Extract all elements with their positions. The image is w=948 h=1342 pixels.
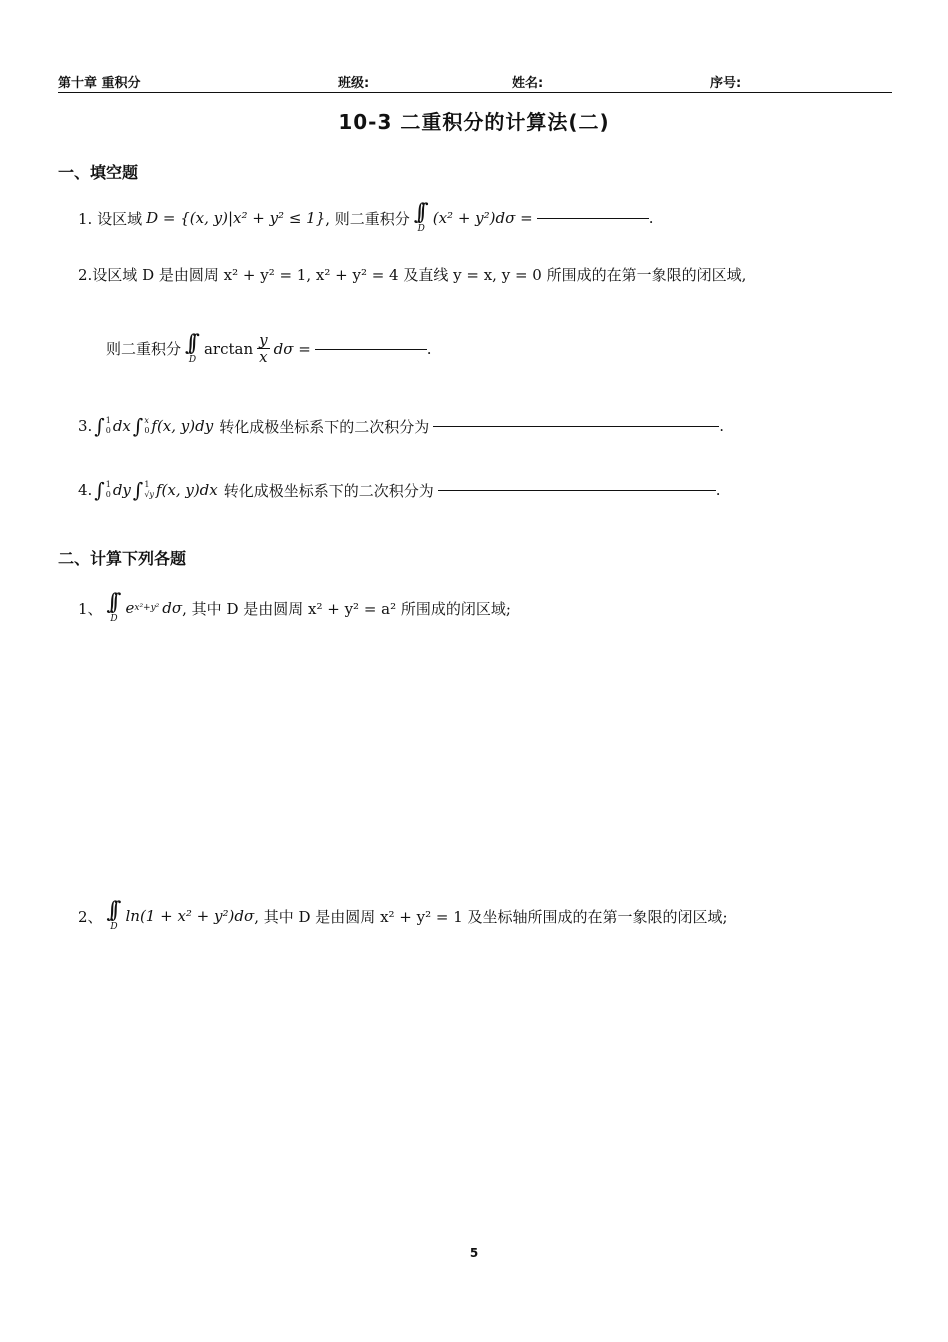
integral-symbol: ∫ 1 √y <box>132 478 154 502</box>
integral-symbol: ∫ 1 0 <box>94 414 111 438</box>
question-2-line1: 2.设区域 D 是由圆周 x² + y² = 1, x² + y² = 4 及直线 y = x, y = 0 所围成的在第一象限的闭区域, <box>78 266 747 284</box>
q4-end: . <box>715 481 721 499</box>
q2-tail: dσ = <box>273 339 311 358</box>
section-compute-heading: 二、计算下列各题 <box>58 549 187 568</box>
q4-text: 转化成极坐标系下的二次积分为 <box>223 481 434 500</box>
section-fill-in-heading: 一、填空题 <box>58 163 139 182</box>
q1-answer-blank[interactable] <box>537 217 649 219</box>
q4-outer: dy <box>112 481 131 499</box>
integral-symbol: ∫ x 0 <box>132 414 150 438</box>
q1-set-definition: D = {(x, y)|x² + y² ≤ 1} <box>146 209 326 227</box>
p2-text: , 其中 D 是由圆周 x² + y² = 1 及坐标轴所围成的在第一象限的闭区域; <box>254 907 728 926</box>
q1-integrand: (x² + y²)dσ = <box>432 209 533 227</box>
number-label: 序号: <box>710 76 742 91</box>
double-integral-symbol: ∫∫ D <box>106 898 118 932</box>
q3-end: . <box>719 417 725 435</box>
q4-integrand: f(x, y)dx <box>155 481 218 499</box>
q3-outer: dx <box>112 417 131 435</box>
q1-mid: , 则二重积分 <box>325 209 410 228</box>
page-header <box>58 70 892 93</box>
question-2-line2 <box>106 332 432 365</box>
double-integral-symbol: ∫∫ D <box>106 590 118 624</box>
double-integral-symbol: ∫∫ D <box>185 330 197 365</box>
class-label: 班级: <box>338 76 370 91</box>
q1-prefix: 1. 设区域 <box>78 209 143 228</box>
p1-text: , 其中 D 是由圆周 x² + y² = a² 所围成的闭区域; <box>182 599 511 618</box>
q3-number: 3. <box>78 417 93 435</box>
problem-1: 1、 ∫∫ D e x²+y² dσ , 其中 D 是由圆周 x² + y² = a² 所围成的闭区域; <box>78 590 511 624</box>
q1-end: . <box>648 209 654 227</box>
q3-answer-blank[interactable] <box>433 425 719 427</box>
question-3 <box>78 414 724 438</box>
page-title: 10-3 二重积分的计算法(二) <box>338 110 610 134</box>
q4-answer-blank[interactable] <box>438 489 716 491</box>
question-1 <box>78 202 653 234</box>
q3-integrand: f(x, y)dy <box>151 417 214 435</box>
q2-answer-blank[interactable] <box>315 348 427 350</box>
q2-prefix: 则二重积分 <box>106 340 182 358</box>
p2-number: 2、 <box>78 907 103 926</box>
double-integral-symbol: ∫∫ D <box>413 200 425 234</box>
name-label: 姓名: <box>512 76 544 91</box>
p1-tail: dσ <box>162 599 183 617</box>
q2-fraction: $\frac{y}{x}$ <box>259 331 268 366</box>
p1-base: e <box>125 599 135 617</box>
p2-integrand: ln(1 + x² + y²)dσ <box>125 907 255 925</box>
q4-number: 4. <box>78 481 93 499</box>
integral-symbol: ∫ 1 0 <box>94 478 111 502</box>
question-4 <box>78 478 721 502</box>
p1-number: 1、 <box>78 599 103 618</box>
q2-func: arctan <box>203 339 254 358</box>
q3-text: 转化成极坐标系下的二次积分为 <box>219 417 430 436</box>
problem-2 <box>78 900 728 932</box>
chapter-label: 第十章 重积分 <box>58 76 141 91</box>
q2-end: . <box>426 339 432 358</box>
page-number: 5 <box>469 1246 479 1260</box>
